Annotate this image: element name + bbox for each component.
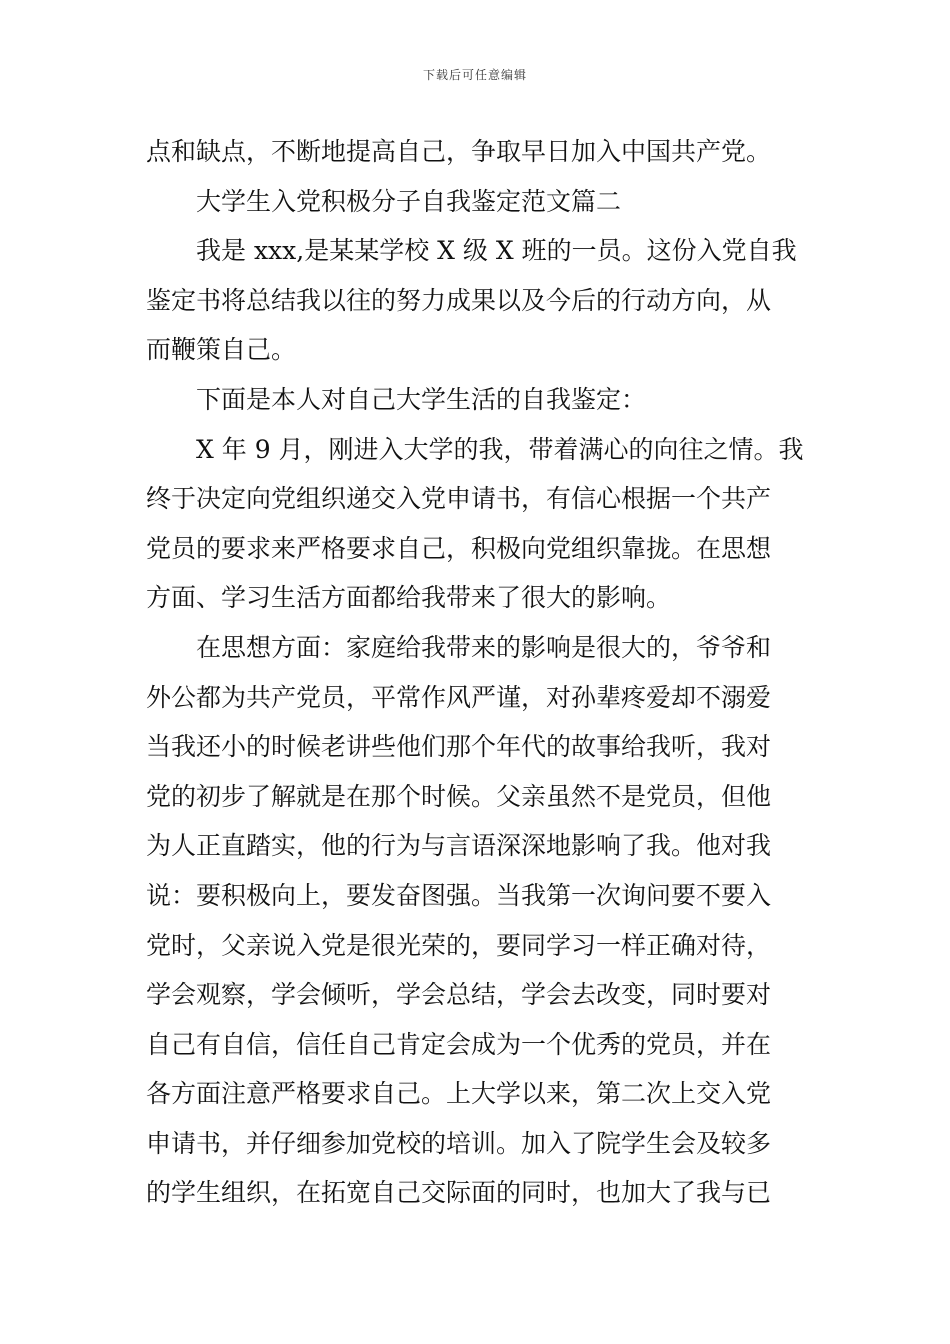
text-line: 党时，父亲说入党是很光荣的，要同学习一样正确对待，: [146, 930, 772, 960]
text-line: 方面、学习生活方面都给我带来了很大的影响。: [146, 583, 672, 613]
text-line: 当我还小的时候老讲些他们那个年代的故事给我听，我对: [146, 732, 772, 762]
text-line: 而鞭策自己。: [146, 335, 297, 365]
page-header: 下载后可任意编辑: [422, 68, 527, 82]
text-line: 点和缺点，不断地提高自己，争取早日加入中国共产党。: [146, 137, 772, 166]
text-line: 党的初步了解就是在那个时候。父亲虽然不是党员，但他: [146, 781, 772, 811]
section-heading: 大学生入党积极分子自我鉴定范文篇二: [196, 186, 622, 216]
text-line: 外公都为共产党员，平常作风严谨，对孙辈疼爱却不溺爱: [146, 682, 772, 712]
text-line: 在思想方面：家庭给我带来的影响是很大的，爷爷和: [196, 632, 772, 662]
document-body: [146, 127, 810, 1218]
text-line: 的学生组织，在拓宽自己交际面的同时，也加大了我与已: [146, 1178, 772, 1208]
text-line: 下面是本人对自己大学生活的自我鉴定：: [196, 384, 647, 414]
text-line: 党员的要求来严格要求自己，积极向党组织靠拢。在思想: [146, 533, 772, 563]
text-line: 各方面注意严格要求自己。上大学以来，第二次上交入党: [146, 1079, 772, 1109]
text-line: 终于决定向党组织递交入党申请书，有信心根据一个共产: [146, 484, 772, 514]
text-line: X 年 9 月，刚进入大学的我，带着满心的向往之情。我: [196, 434, 804, 464]
text-line: 我是 xxx,是某某学校 X 级 X 班的一员。这份入党自我: [196, 236, 797, 266]
text-line: 鉴定书将总结我以往的努力成果以及今后的行动方向，从: [146, 285, 772, 315]
text-line: 申请书，并仔细参加党校的培训。加入了院学生会及较多: [146, 1128, 772, 1158]
text-line: 学会观察，学会倾听，学会总结，学会去改变，同时要对: [146, 980, 772, 1010]
text-line: 为人正直踏实，他的行为与言语深深地影响了我。他对我: [146, 831, 772, 861]
text-line: 自己有自信，信任自己肯定会成为一个优秀的党员，并在: [146, 1029, 772, 1059]
text-line: 说：要积极向上，要发奋图强。当我第一次询问要不要入: [146, 880, 772, 910]
